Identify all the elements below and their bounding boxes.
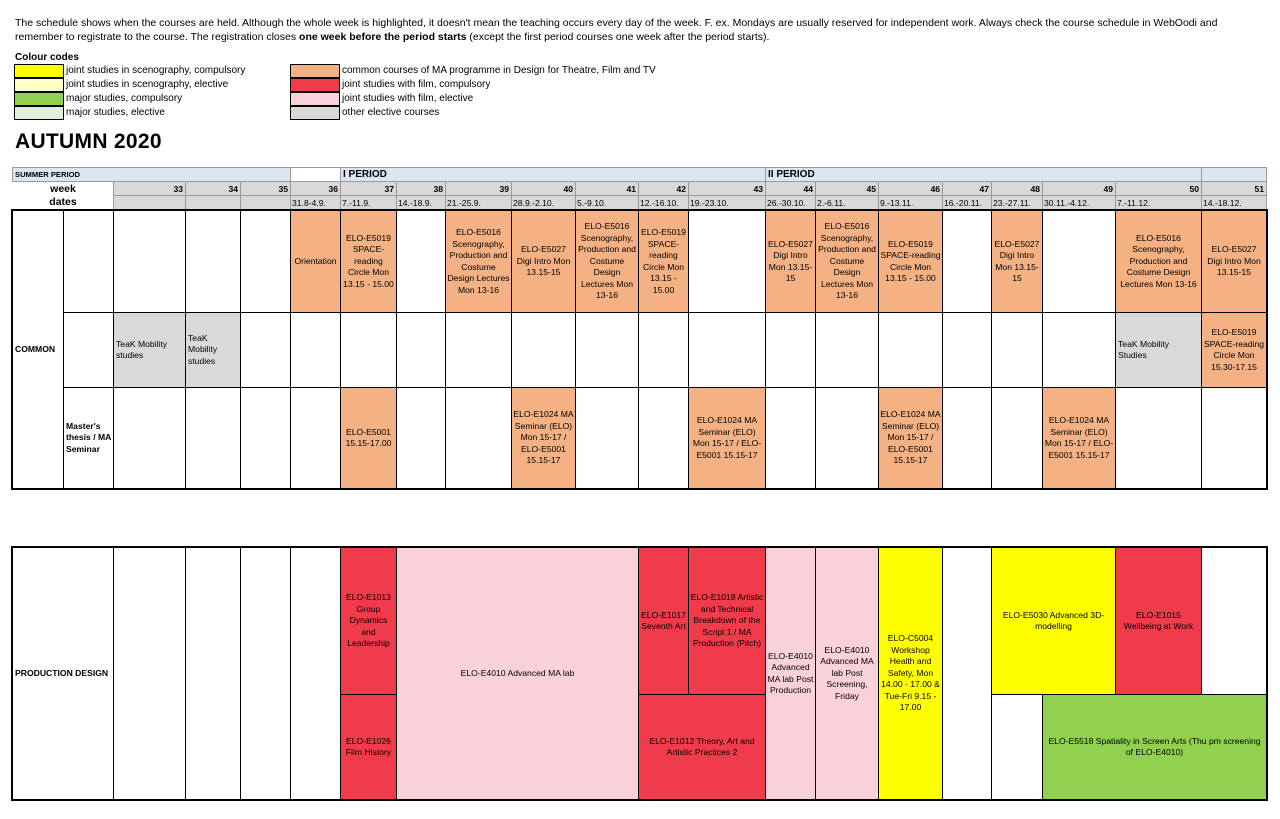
week-dates: 16.-20.11. [942, 195, 992, 210]
empty-cell [1115, 387, 1202, 489]
week-number: 46 [878, 181, 943, 196]
week-number: 47 [942, 181, 992, 196]
empty-cell [340, 312, 397, 388]
legend-label: other elective courses [342, 107, 440, 118]
empty-cell [815, 312, 879, 388]
empty-cell [1042, 210, 1116, 313]
legend-label: joint studies with film, elective [342, 93, 474, 104]
week-number: 42 [638, 181, 689, 196]
course-elo-e1024: ELO-E1024 MA Seminar (ELO) Mon 15-17 / ELO-E5001 15.15-17 [878, 387, 943, 489]
empty-cell [638, 387, 689, 489]
empty-cell [290, 547, 341, 800]
empty-cell [942, 547, 992, 800]
course-elo-e5019: ELO-E5019 SPACE-reading Circle Mon 13.15 - 15.00 [340, 210, 397, 313]
course-elo-e1026: ELO-E1026 Film History [340, 694, 397, 800]
period-filler [1201, 167, 1267, 182]
empty-cell [113, 547, 186, 800]
empty-cell [1201, 387, 1267, 489]
course-elo-c5004: ELO-C5004 Workshop Health and Safety, Mon 14.00 - 17.00 & Tue-Fri 9.15 - 17.00 [878, 547, 943, 800]
course-elo-e1015: ELO-E1015 Wellbeing at Work [1115, 547, 1202, 695]
week-number: 34 [185, 181, 241, 196]
course-elo-e1012: ELO-E1012 Theory, Art and Artistic Practices 2 [638, 694, 766, 800]
empty-cell [815, 387, 879, 489]
week-number: 39 [445, 181, 512, 196]
course-elo-e1018: ELO-E1018 Artistic and Technical Breakdown of the Script 1 / MA Production (Pitch) [688, 547, 766, 695]
legend-swatch-major-compulsory [14, 92, 64, 106]
course-elo-e5027: ELO-E5027 Digi Intro Mon 13.15-15 [991, 210, 1043, 313]
empty-cell [240, 547, 291, 800]
section-label-common: COMMON [12, 210, 64, 489]
course-elo-e5030: ELO-E5030 Advanced 3D-modelling [991, 547, 1116, 695]
week-dates: 7.-11.9. [340, 195, 397, 210]
week-dates: 23.-27.11. [991, 195, 1043, 210]
course-teak-mobility: TeaK Mobility studies [113, 312, 186, 388]
week-number: 35 [240, 181, 291, 196]
legend-label: common courses of MA programme in Design for Theatre, Film and TV [342, 65, 656, 76]
week-number: 49 [1042, 181, 1116, 196]
week-dates: 21.-25.9. [445, 195, 512, 210]
course-elo-e5016: ELO-E5016 Scenography, Production and Costume Design Lectures Mon 13-16 [445, 210, 512, 313]
week-number: 40 [511, 181, 576, 196]
week-number: 51 [1201, 181, 1267, 196]
empty-cell [878, 312, 943, 388]
week-dates: 2.-6.11. [815, 195, 879, 210]
week-label: week [50, 182, 76, 195]
empty-cell [396, 312, 446, 388]
empty-cell [240, 387, 291, 489]
week-dates: 9.-13.11. [878, 195, 943, 210]
summer-period-label: SUMMER PERIOD [12, 167, 291, 182]
empty-cell [63, 312, 114, 388]
course-elo-e1017: ELO-E1017 Seventh Art [638, 547, 689, 695]
empty-cell [290, 387, 341, 489]
course-teak-mobility: TeaK Mobility studies [185, 312, 241, 388]
empty-cell [942, 387, 992, 489]
course-elo-e5019: ELO-E5019 SPACE-reading Circle Mon 13.15 - 15.00 [878, 210, 943, 313]
legend-swatch-other-elective [290, 106, 340, 120]
empty-cell [942, 312, 992, 388]
course-elo-e5001: ELO-E5001 15.15-17.00 [340, 387, 397, 489]
empty-cell [185, 210, 241, 313]
legend-swatch-major-elective [14, 106, 64, 120]
empty-cell [1201, 547, 1267, 695]
course-orientation: Orientation [290, 210, 341, 313]
week-dates: 7.-11.12. [1115, 195, 1202, 210]
course-elo-e5016: ELO-E5016 Scenography, Production and Costume Design Lectures Mon 13-16 [1115, 210, 1202, 313]
week-dates: 30.11.-4.12. [1042, 195, 1116, 210]
week-number: 43 [688, 181, 766, 196]
empty-cell [575, 312, 639, 388]
legend-label: joint studies with film, compulsory [342, 79, 491, 90]
legend-swatch-common-ma [290, 64, 340, 78]
section-label-production-design: PRODUCTION DESIGN [12, 547, 114, 800]
week-number: 50 [1115, 181, 1202, 196]
course-elo-e5016: ELO-E5016 Scenography, Production and Costume Design Lectures Mon 13-16 [815, 210, 879, 313]
week-dates: 19.-23.10. [688, 195, 766, 210]
course-elo-e4010: ELO-E4010 Advanced MA lab [396, 547, 639, 800]
legend-swatch-film-compulsory [290, 78, 340, 92]
empty-cell [1042, 312, 1116, 388]
empty-cell [63, 210, 114, 313]
week-dates: 14.-18.9. [396, 195, 446, 210]
empty-cell [511, 312, 576, 388]
legend-swatch-film-elective [290, 92, 340, 106]
empty-cell [240, 210, 291, 313]
course-elo-e5027: ELO-E5027 Digi Intro Mon 13.15-15 [765, 210, 816, 313]
legend-label: joint studies in scenography, elective [66, 79, 229, 90]
intro-text: The schedule shows when the courses are held. Although the whole week is highlighted, it doesn't mean the teaching occurs every day of the week. F. ex. Mondays are usually reserved for independent work. Always check the course schedule in WebOodi and remember to registrate to the course. The registration closes one week before the period starts (except the first period courses one week after the period starts). [15, 17, 1218, 43]
empty-cell [290, 312, 341, 388]
empty-cell [991, 312, 1043, 388]
empty-cell [185, 387, 241, 489]
week-dates [185, 195, 241, 210]
week-number: 45 [815, 181, 879, 196]
course-elo-e5016: ELO-E5016 Scenography, Production and Costume Design Lectures Mon 13-16 [575, 210, 639, 313]
week-dates [113, 195, 186, 210]
course-elo-e4010-post-production: ELO-E4010 Advanced MA lab Post Production [765, 547, 816, 800]
course-elo-e1024: ELO-E1024 MA Seminar (ELO) Mon 15-17 / ELO-E5001 15.15-17 [511, 387, 576, 489]
legend-label: major studies, elective [66, 107, 165, 118]
page-title: AUTUMN 2020 [15, 130, 162, 153]
legend-label: joint studies in scenography, compulsory [66, 65, 246, 76]
period-gap [290, 167, 341, 182]
course-elo-e1024: ELO-E1024 MA Seminar (ELO) Mon 15-17 / ELO-E5001 15.15-17 [1042, 387, 1116, 489]
course-elo-e4010-post-screening: ELO-E4010 Advanced MA lab Post Screening, Friday [815, 547, 879, 800]
legend-swatch-scenography-elective [14, 78, 64, 92]
empty-cell [765, 312, 816, 388]
week-dates [240, 195, 291, 210]
period-2-label: II PERIOD [765, 167, 1202, 182]
period-1-label: I PERIOD [340, 167, 766, 182]
empty-cell [765, 387, 816, 489]
empty-cell [396, 387, 446, 489]
week-dates: 26.-30.10. [765, 195, 816, 210]
empty-cell [688, 312, 766, 388]
week-dates: 28.9.-2.10. [511, 195, 576, 210]
empty-cell [113, 210, 186, 313]
course-elo-e5019: ELO-E5019 SPACE-reading Circle Mon 13.15 - 15.00 [638, 210, 689, 313]
week-dates: 5.-9.10. [575, 195, 639, 210]
week-number: 41 [575, 181, 639, 196]
empty-cell [991, 694, 1043, 800]
empty-cell [240, 312, 291, 388]
course-elo-e5027: ELO-E5027 Digi Intro Mon 13.15-15 [511, 210, 576, 313]
course-elo-e5027: ELO-E5027 Digi Intro Mon 13.15-15 [1201, 210, 1267, 313]
week-number: 37 [340, 181, 397, 196]
week-number: 36 [290, 181, 341, 196]
legend-swatch-scenography-compulsory [14, 64, 64, 78]
week-dates: 12.-16.10. [638, 195, 689, 210]
empty-cell [688, 210, 766, 313]
dates-label: dates [49, 196, 77, 208]
legend-title: Colour codes [15, 52, 79, 63]
empty-cell [575, 387, 639, 489]
week-number: 44 [765, 181, 816, 196]
course-elo-e5518: ELO-E5518 Spatiality in Screen Arts (Thu pm screening of ELO-E4010) [1042, 694, 1267, 800]
course-elo-e5019: ELO-E5019 SPACE-reading Circle Mon 15.30-17.15 [1201, 312, 1267, 388]
empty-cell [445, 312, 512, 388]
empty-cell [638, 312, 689, 388]
week-number: 38 [396, 181, 446, 196]
course-elo-e1013: ELO-E1013 Group Dynamics and Leadership [340, 547, 397, 695]
week-dates: 31.8-4.9. [290, 195, 341, 210]
empty-cell [445, 387, 512, 489]
empty-cell [991, 387, 1043, 489]
empty-cell [396, 210, 446, 313]
empty-cell [942, 210, 992, 313]
legend-label: major studies, compulsory [66, 93, 183, 104]
course-elo-e1024: ELO-E1024 MA Seminar (ELO) Mon 15-17 / ELO-E5001 15.15-17 [688, 387, 766, 489]
week-number: 33 [113, 181, 186, 196]
thesis-seminar-label: Master's thesis / MA Seminar [63, 387, 114, 489]
course-teak-mobility: TeaK Mobility Studies [1115, 312, 1202, 388]
week-number: 48 [991, 181, 1043, 196]
empty-cell [185, 547, 241, 800]
week-dates: 14.-18.12. [1201, 195, 1267, 210]
empty-cell [113, 387, 186, 489]
